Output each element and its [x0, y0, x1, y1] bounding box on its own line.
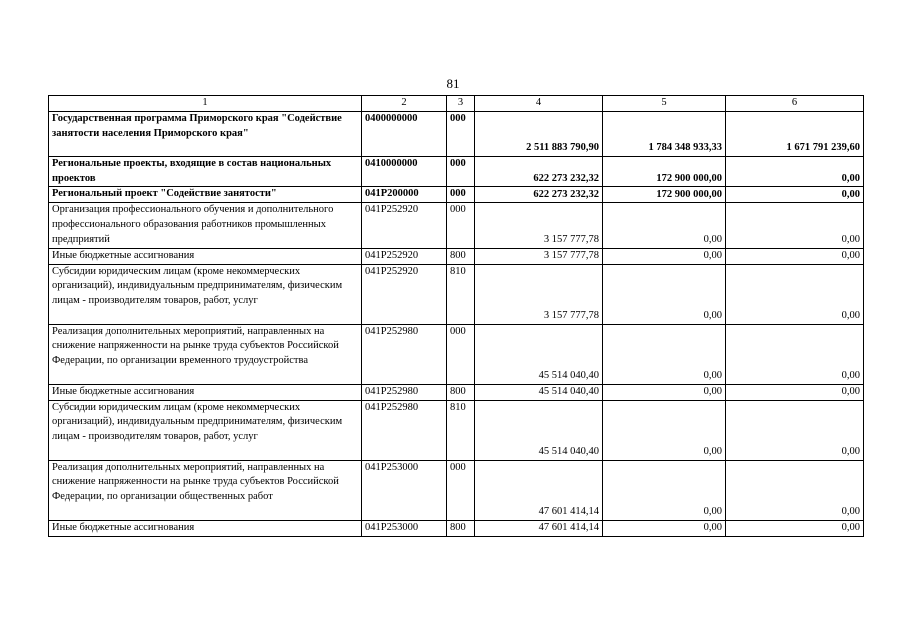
- row-code-cell: 041P200000: [362, 187, 447, 203]
- row-value-col6: 0,00: [726, 324, 864, 384]
- table-row: [49, 187, 864, 203]
- row-value-col5: 0,00: [603, 248, 726, 264]
- row-type-cell: 000: [447, 157, 475, 187]
- row-type-cell: 000: [447, 112, 475, 157]
- table-row: [49, 157, 864, 187]
- row-name-cell: Иные бюджетные ассигнования: [49, 384, 362, 400]
- row-code-cell: 041P253000: [362, 460, 447, 520]
- row-value-col4: 45 514 040,40: [475, 324, 603, 384]
- row-value-col5: 0,00: [603, 203, 726, 248]
- row-type-cell: 800: [447, 384, 475, 400]
- table-row: [49, 112, 864, 157]
- row-value-col4: 3 157 777,78: [475, 264, 603, 324]
- row-value-col4: 47 601 414,14: [475, 460, 603, 520]
- row-value-col6: 0,00: [726, 384, 864, 400]
- row-type-cell: 810: [447, 400, 475, 460]
- row-type-cell: 810: [447, 264, 475, 324]
- row-name-cell: Иные бюджетные ассигнования: [49, 248, 362, 264]
- row-name-cell: Субсидии юридическим лицам (кроме некоммерческих организаций), индивидуальным предпринимателям, физическим лицам - производителям товаров, работ, услуг: [49, 264, 362, 324]
- row-value-col6: 0,00: [726, 203, 864, 248]
- row-value-col4: 45 514 040,40: [475, 384, 603, 400]
- row-value-col5: 0,00: [603, 400, 726, 460]
- table-row: [49, 520, 864, 536]
- row-value-col5: 172 900 000,00: [603, 157, 726, 187]
- row-code-cell: 0410000000: [362, 157, 447, 187]
- row-code-cell: 041P252920: [362, 203, 447, 248]
- table-row: [49, 203, 864, 248]
- budget-table: [48, 95, 864, 537]
- table-row: [49, 460, 864, 520]
- table-row: [49, 400, 864, 460]
- row-value-col4: 622 273 232,32: [475, 157, 603, 187]
- row-value-col6: 0,00: [726, 520, 864, 536]
- table-header-row: [49, 96, 864, 112]
- row-code-cell: 041P252980: [362, 384, 447, 400]
- row-value-col5: 0,00: [603, 520, 726, 536]
- row-value-col5: 0,00: [603, 460, 726, 520]
- table-row: [49, 324, 864, 384]
- column-header-3: 3: [447, 96, 475, 112]
- row-code-cell: 041P252920: [362, 264, 447, 324]
- row-code-cell: 0400000000: [362, 112, 447, 157]
- row-value-col5: 0,00: [603, 384, 726, 400]
- column-header-5: 5: [603, 96, 726, 112]
- row-value-col6: 0,00: [726, 248, 864, 264]
- row-name-cell: Организация профессионального обучения и дополнительного профессионального образования работников промышленных предприятий: [49, 203, 362, 248]
- row-value-col6: 0,00: [726, 157, 864, 187]
- row-name-cell: Иные бюджетные ассигнования: [49, 520, 362, 536]
- row-code-cell: 041P253000: [362, 520, 447, 536]
- row-value-col4: 47 601 414,14: [475, 520, 603, 536]
- row-type-cell: 800: [447, 520, 475, 536]
- table-row: [49, 264, 864, 324]
- column-header-4: 4: [475, 96, 603, 112]
- row-type-cell: 000: [447, 187, 475, 203]
- row-value-col4: 45 514 040,40: [475, 400, 603, 460]
- row-type-cell: 000: [447, 203, 475, 248]
- column-header-6: 6: [726, 96, 864, 112]
- row-value-col4: 3 157 777,78: [475, 203, 603, 248]
- row-code-cell: 041P252980: [362, 400, 447, 460]
- row-code-cell: 041P252920: [362, 248, 447, 264]
- row-value-col4: 622 273 232,32: [475, 187, 603, 203]
- column-header-2: 2: [362, 96, 447, 112]
- row-value-col4: 2 511 883 790,90: [475, 112, 603, 157]
- row-name-cell: Субсидии юридическим лицам (кроме некоммерческих организаций), индивидуальным предпринимателям, физическим лицам - производителям товаров, работ, услуг: [49, 400, 362, 460]
- row-value-col5: 172 900 000,00: [603, 187, 726, 203]
- row-value-col6: 0,00: [726, 264, 864, 324]
- page-number: 81: [446, 76, 460, 91]
- row-value-col5: 1 784 348 933,33: [603, 112, 726, 157]
- row-name-cell: Реализация дополнительных мероприятий, направленных на снижение напряженности на рынке труда субъектов Российской Федерации, по организации общественных работ: [49, 460, 362, 520]
- row-value-col6: 0,00: [726, 400, 864, 460]
- row-value-col6: 0,00: [726, 460, 864, 520]
- table-row: [49, 384, 864, 400]
- row-name-cell: Реализация дополнительных мероприятий, направленных на снижение напряженности на рынке труда субъектов Российской Федерации, по организации временного трудоустройства: [49, 324, 362, 384]
- row-value-col5: 0,00: [603, 264, 726, 324]
- row-value-col5: 0,00: [603, 324, 726, 384]
- row-name-cell: Региональный проект "Содействие занятости": [49, 187, 362, 203]
- row-type-cell: 000: [447, 460, 475, 520]
- row-code-cell: 041P252980: [362, 324, 447, 384]
- row-value-col6: 1 671 791 239,60: [726, 112, 864, 157]
- column-header-1: 1: [49, 96, 362, 112]
- row-value-col6: 0,00: [726, 187, 864, 203]
- row-type-cell: 800: [447, 248, 475, 264]
- row-type-cell: 000: [447, 324, 475, 384]
- table-row: [49, 248, 864, 264]
- row-name-cell: Региональные проекты, входящие в состав национальных проектов: [49, 157, 362, 187]
- row-name-cell: Государственная программа Приморского края "Содействие занятости населения Приморского края": [49, 112, 362, 157]
- row-value-col4: 3 157 777,78: [475, 248, 603, 264]
